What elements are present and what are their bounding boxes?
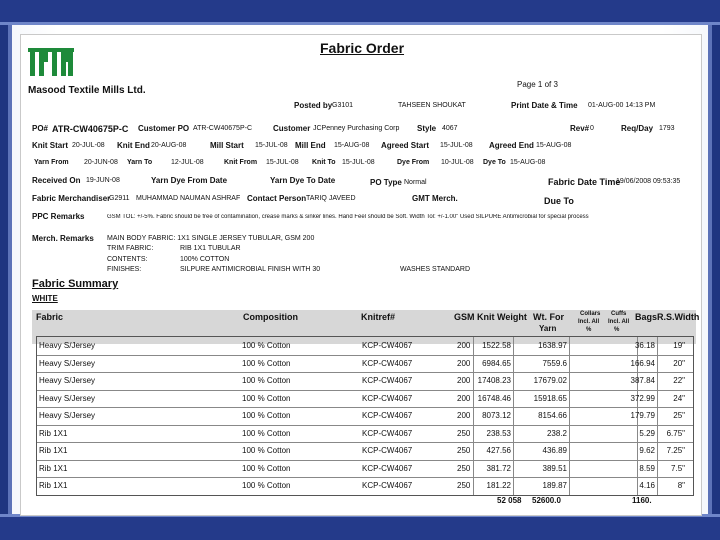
col-knitref: Knitref# bbox=[361, 312, 396, 322]
col-cuffs: Cuffs bbox=[611, 311, 627, 317]
table-cell-knit: KCP-CW4067 bbox=[362, 358, 413, 368]
slide-left-bar bbox=[0, 25, 8, 514]
knit-start-value: 20-JUL-08 bbox=[72, 142, 105, 149]
yarn-to-label: Yarn To bbox=[127, 159, 153, 166]
table-cell-knit: KCP-CW4067 bbox=[362, 341, 413, 350]
row-divider bbox=[37, 355, 693, 356]
req-day-value: 1793 bbox=[659, 125, 675, 132]
table-cell-rs: 6.75" bbox=[666, 428, 685, 438]
table-cell-knit: KCP-CW4067 bbox=[362, 411, 413, 420]
merch-remarks-value: RIB 1X1 TUBULAR bbox=[180, 245, 241, 252]
yarn-dye-from-label: Yarn Dye From Date bbox=[151, 176, 228, 185]
col-collars-pct: % bbox=[586, 327, 592, 333]
table-divider bbox=[513, 337, 514, 495]
customer-po-label: Customer PO bbox=[138, 124, 190, 133]
company-name: Masood Textile Mills Ltd. bbox=[28, 85, 146, 96]
knit-to-label: Knit To bbox=[312, 159, 336, 166]
table-cell-comp: 100 % Cotton bbox=[242, 428, 291, 438]
total-knit-weight: 52 058 bbox=[497, 496, 522, 505]
customer-po-value: ATR-CW40675P-C bbox=[193, 125, 252, 132]
col-gsm: GSM bbox=[454, 312, 475, 322]
table-cell-fabric: Heavy S/Jersey bbox=[39, 341, 96, 350]
slide-left-stripe bbox=[8, 25, 12, 514]
table-cell-rs: 22" bbox=[673, 376, 685, 385]
knit-start-label: Knit Start bbox=[32, 141, 68, 150]
due-to-label: Due To bbox=[544, 196, 574, 206]
posted-by-label: Posted by bbox=[294, 101, 333, 110]
row-divider bbox=[37, 407, 693, 408]
table-cell-comp: 100 % Cotton bbox=[242, 358, 291, 368]
received-on-value: 19-JUN-08 bbox=[86, 177, 120, 184]
dye-to-value: 15-AUG-08 bbox=[510, 159, 546, 166]
dye-to-label: Dye To bbox=[483, 159, 506, 166]
table-cell-gsm: 250 bbox=[457, 463, 471, 473]
col-cuffs-incl: Incl. All bbox=[608, 319, 630, 325]
agreed-start-label: Agreed Start bbox=[381, 141, 430, 150]
table-cell-fabric: Heavy S/Jersey bbox=[39, 358, 96, 368]
col-wt-yarn: Yarn bbox=[539, 324, 557, 333]
table-cell-kw: 181.22 bbox=[486, 481, 511, 490]
table-cell-bags: 179.79 bbox=[630, 411, 655, 420]
col-bags: Bags bbox=[635, 312, 658, 322]
table-cell-knit: KCP-CW4067 bbox=[362, 463, 413, 473]
table-cell-rs: 25" bbox=[673, 411, 685, 420]
table-cell-kw: 238.53 bbox=[486, 428, 511, 438]
fabric-table bbox=[36, 336, 694, 496]
total-wt-yarn: 52600.0 bbox=[532, 496, 561, 505]
table-cell-bags: 9.62 bbox=[639, 446, 655, 455]
row-divider bbox=[37, 460, 693, 461]
table-cell-gsm: 200 bbox=[457, 393, 471, 403]
table-cell-gsm: 250 bbox=[457, 428, 471, 438]
knit-from-label: Knit From bbox=[224, 159, 258, 166]
knit-end-label: Knit End bbox=[117, 141, 150, 150]
agreed-end-value: 15-AUG-08 bbox=[536, 142, 572, 149]
knit-end-value: 20-AUG-08 bbox=[151, 142, 187, 149]
color-name: WHITE bbox=[32, 294, 58, 303]
total-bags: 1160. bbox=[632, 496, 652, 505]
row-divider bbox=[37, 390, 693, 391]
table-cell-wt: 1638.97 bbox=[538, 341, 567, 350]
contact-person-label: Contact Person bbox=[247, 194, 307, 203]
table-cell-bags: 387.84 bbox=[630, 376, 655, 385]
table-cell-kw: 1522.58 bbox=[482, 341, 511, 350]
merchandiser-code: G2911 bbox=[109, 195, 130, 202]
table-cell-kw: 427.56 bbox=[486, 446, 511, 455]
yarn-dye-to-label: Yarn Dye To Date bbox=[270, 176, 336, 185]
slide-top-stripe bbox=[0, 22, 720, 25]
table-cell-wt: 17679.02 bbox=[533, 376, 567, 385]
fabric-date-value: 19/06/2008 09:53:35 bbox=[616, 178, 681, 185]
po-value: ATR-CW40675P-C bbox=[52, 124, 129, 134]
po-type-value: Normal bbox=[404, 179, 427, 186]
table-cell-knit: KCP-CW4067 bbox=[362, 376, 413, 385]
table-cell-wt: 8154.66 bbox=[538, 411, 567, 420]
col-rs-width: R.S.Width bbox=[657, 312, 700, 322]
page-title: Fabric Order bbox=[320, 40, 405, 56]
table-cell-wt: 189.87 bbox=[542, 481, 567, 490]
table-cell-fabric: Rib 1X1 bbox=[39, 428, 68, 438]
table-cell-wt: 238.2 bbox=[546, 428, 567, 438]
washes-value: WASHES STANDARD bbox=[400, 266, 471, 273]
table-cell-comp: 100 % Cotton bbox=[242, 481, 291, 490]
table-divider bbox=[569, 337, 570, 495]
customer-label: Customer bbox=[273, 124, 311, 133]
table-cell-fabric: Rib 1X1 bbox=[39, 463, 68, 473]
table-cell-bags: 166.94 bbox=[630, 358, 655, 368]
table-cell-fabric: Heavy S/Jersey bbox=[39, 376, 96, 385]
merch-remarks-line: TRIM FABRIC: bbox=[107, 245, 154, 252]
row-divider bbox=[37, 477, 693, 478]
fabric-date-label: Fabric Date Time bbox=[548, 177, 621, 187]
table-cell-bags: 5.29 bbox=[639, 428, 655, 438]
table-cell-comp: 100 % Cotton bbox=[242, 463, 291, 473]
req-day-label: Req/Day bbox=[621, 124, 654, 133]
mill-start-label: Mill Start bbox=[210, 141, 244, 150]
table-cell-bags: 4.16 bbox=[639, 481, 655, 490]
col-collars-incl: Incl. All bbox=[578, 319, 600, 325]
table-cell-rs: 7.25" bbox=[666, 446, 685, 455]
table-cell-fabric: Rib 1X1 bbox=[39, 481, 68, 490]
knit-to-value: 15-JUL-08 bbox=[342, 159, 375, 166]
table-divider bbox=[473, 337, 474, 495]
mill-start-value: 15-JUL-08 bbox=[255, 142, 288, 149]
table-cell-kw: 8073.12 bbox=[482, 411, 511, 420]
col-knit-weight: Knit Weight bbox=[477, 312, 527, 322]
col-composition: Composition bbox=[243, 312, 298, 322]
merchandiser-name: MUHAMMAD NAUMAN ASHRAF bbox=[136, 195, 241, 202]
gmt-merch-label: GMT Merch. bbox=[412, 194, 458, 203]
fabric-summary-title: Fabric Summary bbox=[32, 278, 119, 290]
merch-remarks-label: Merch. Remarks bbox=[32, 234, 94, 243]
yarn-to-value: 12-JUL-08 bbox=[171, 159, 204, 166]
col-collars: Collars bbox=[580, 311, 601, 317]
table-cell-rs: 7.5" bbox=[671, 463, 685, 473]
merch-remarks-line: FINISHES: bbox=[107, 266, 142, 273]
yarn-from-label: Yarn From bbox=[34, 159, 69, 166]
table-cell-bags: 8.59 bbox=[639, 463, 655, 473]
page-number: Page 1 of 3 bbox=[517, 80, 558, 89]
table-cell-comp: 100 % Cotton bbox=[242, 446, 291, 455]
table-cell-gsm: 250 bbox=[457, 446, 471, 455]
table-cell-rs: 19" bbox=[673, 341, 685, 350]
table-cell-comp: 100 % Cotton bbox=[242, 376, 291, 385]
mill-end-value: 15-AUG-08 bbox=[334, 142, 370, 149]
table-cell-bags: 372.99 bbox=[630, 393, 655, 403]
table-cell-gsm: 200 bbox=[457, 376, 471, 385]
table-cell-rs: 20" bbox=[673, 358, 685, 368]
table-cell-wt: 389.51 bbox=[542, 463, 567, 473]
po-label: PO# bbox=[32, 124, 49, 133]
po-type-label: PO Type bbox=[370, 178, 402, 187]
ppc-remarks-value: GSM TOL: +/-5%. Fabric should be free of contamination, crease marks & sinker lines. Hand Feel should be Soft. Width Tol: +/-1.00" Used SILPURE Antimicrobial for special process bbox=[107, 214, 589, 220]
table-cell-rs: 8" bbox=[677, 481, 685, 490]
yarn-from-value: 20-JUN-08 bbox=[84, 159, 118, 166]
table-cell-wt: 436.89 bbox=[542, 446, 567, 455]
col-wt-for: Wt. For bbox=[533, 312, 564, 322]
contact-person-value: TARIQ JAVEED bbox=[306, 195, 356, 202]
col-cuffs-pct: % bbox=[614, 327, 620, 333]
table-cell-knit: KCP-CW4067 bbox=[362, 446, 413, 455]
merch-remarks-value: 100% COTTON bbox=[180, 256, 230, 263]
table-cell-gsm: 200 bbox=[457, 358, 471, 368]
style-label: Style bbox=[417, 124, 437, 133]
dye-from-label: Dye From bbox=[397, 159, 430, 166]
rev-value: 0 bbox=[590, 125, 594, 132]
slide-bottom-bar bbox=[0, 517, 720, 540]
table-cell-kw: 381.72 bbox=[486, 463, 511, 473]
table-cell-comp: 100 % Cotton bbox=[242, 341, 291, 350]
style-value: 4067 bbox=[442, 125, 458, 132]
received-on-label: Received On bbox=[32, 176, 81, 185]
ppc-remarks-label: PPC Remarks bbox=[32, 212, 85, 221]
table-cell-gsm: 200 bbox=[457, 341, 471, 350]
table-cell-gsm: 200 bbox=[457, 411, 471, 420]
row-divider bbox=[37, 442, 693, 443]
table-cell-knit: KCP-CW4067 bbox=[362, 393, 413, 403]
table-cell-kw: 6984.65 bbox=[482, 358, 511, 368]
table-divider bbox=[657, 337, 658, 495]
table-cell-wt: 15918.65 bbox=[533, 393, 567, 403]
table-cell-gsm: 250 bbox=[457, 481, 471, 490]
customer-value: JCPenney Purchasing Corp bbox=[313, 125, 400, 132]
agreed-end-label: Agreed End bbox=[489, 141, 534, 150]
print-date-value: 01-AUG-00 14:13 PM bbox=[588, 102, 656, 109]
col-fabric: Fabric bbox=[36, 312, 64, 322]
merchandiser-label: Fabric Merchandiser bbox=[32, 194, 111, 203]
agreed-start-value: 15-JUL-08 bbox=[440, 142, 473, 149]
table-cell-kw: 17408.23 bbox=[477, 376, 511, 385]
table-cell-bags: 36.18 bbox=[634, 341, 655, 350]
posted-by-user: G3101 bbox=[332, 102, 354, 109]
rev-label: Rev# bbox=[570, 124, 590, 133]
row-divider bbox=[37, 425, 693, 426]
table-cell-wt: 7559.6 bbox=[542, 358, 567, 368]
company-logo-icon bbox=[28, 46, 74, 78]
table-cell-fabric: Heavy S/Jersey bbox=[39, 411, 96, 420]
print-date-label: Print Date & Time bbox=[511, 101, 578, 110]
table-cell-kw: 16748.46 bbox=[477, 393, 511, 403]
knit-from-value: 15-JUL-08 bbox=[266, 159, 299, 166]
slide-right-stripe bbox=[708, 25, 712, 514]
merch-remarks-line: MAIN BODY FABRIC: 1X1 SINGLE JERSEY TUBULAR, GSM 200 bbox=[107, 235, 315, 242]
table-cell-rs: 24" bbox=[673, 393, 685, 403]
slide-right-bar bbox=[712, 25, 720, 514]
table-cell-knit: KCP-CW4067 bbox=[362, 481, 413, 490]
merch-remarks-line: CONTENTS: bbox=[107, 256, 148, 263]
mill-end-label: Mill End bbox=[295, 141, 326, 150]
table-cell-knit: KCP-CW4067 bbox=[362, 428, 413, 438]
table-cell-comp: 100 % Cotton bbox=[242, 393, 291, 403]
table-cell-fabric: Rib 1X1 bbox=[39, 446, 68, 455]
table-cell-comp: 100 % Cotton bbox=[242, 411, 291, 420]
merch-remarks-value: SILPURE ANTIMICROBIAL FINISH WITH 30 bbox=[180, 266, 321, 273]
slide-top-bar bbox=[0, 0, 720, 22]
row-divider bbox=[37, 372, 693, 373]
table-cell-fabric: Heavy S/Jersey bbox=[39, 393, 96, 403]
posted-by-name: TAHSEEN SHOUKAT bbox=[398, 102, 466, 109]
dye-from-value: 10-JUL-08 bbox=[441, 159, 474, 166]
